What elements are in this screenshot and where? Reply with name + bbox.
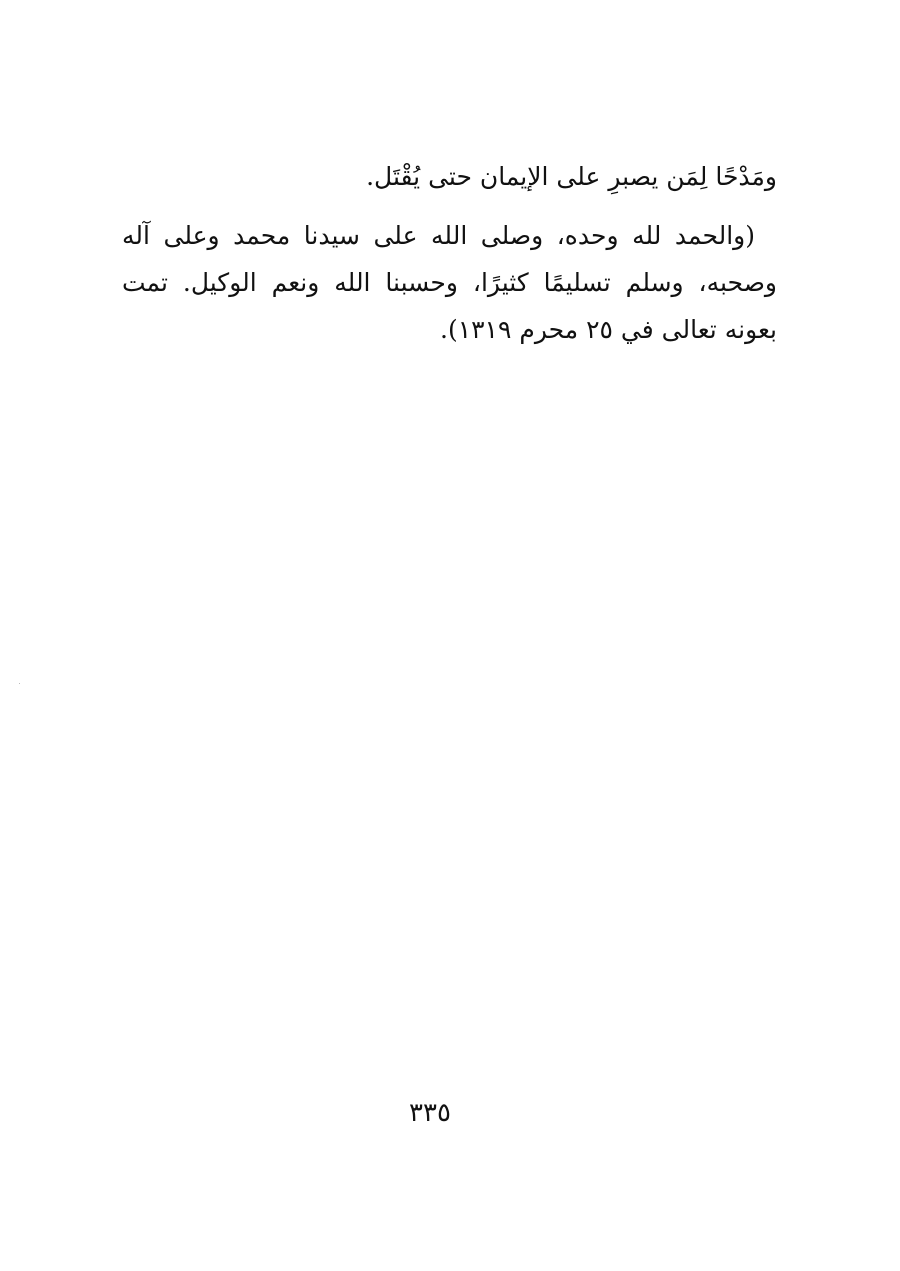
scan-speck — [19, 683, 20, 684]
page-number: ٣٣٥ — [409, 1098, 451, 1128]
closing-verse-line: ومَدْحًا لِمَن يصبرِ على الإيمان حتى يُقْتَل. — [366, 162, 777, 191]
colophon-paragraph: (والحمد لله وحده، وصلى الله على سيدنا محمد وعلى آله وصحبه، وسلم تسليمًا كثيرًا، وحسبنا الله ونعم الوكيل. تمت بعونه تعالى في ٢٥ محرم ١٣١٩). — [122, 221, 777, 344]
